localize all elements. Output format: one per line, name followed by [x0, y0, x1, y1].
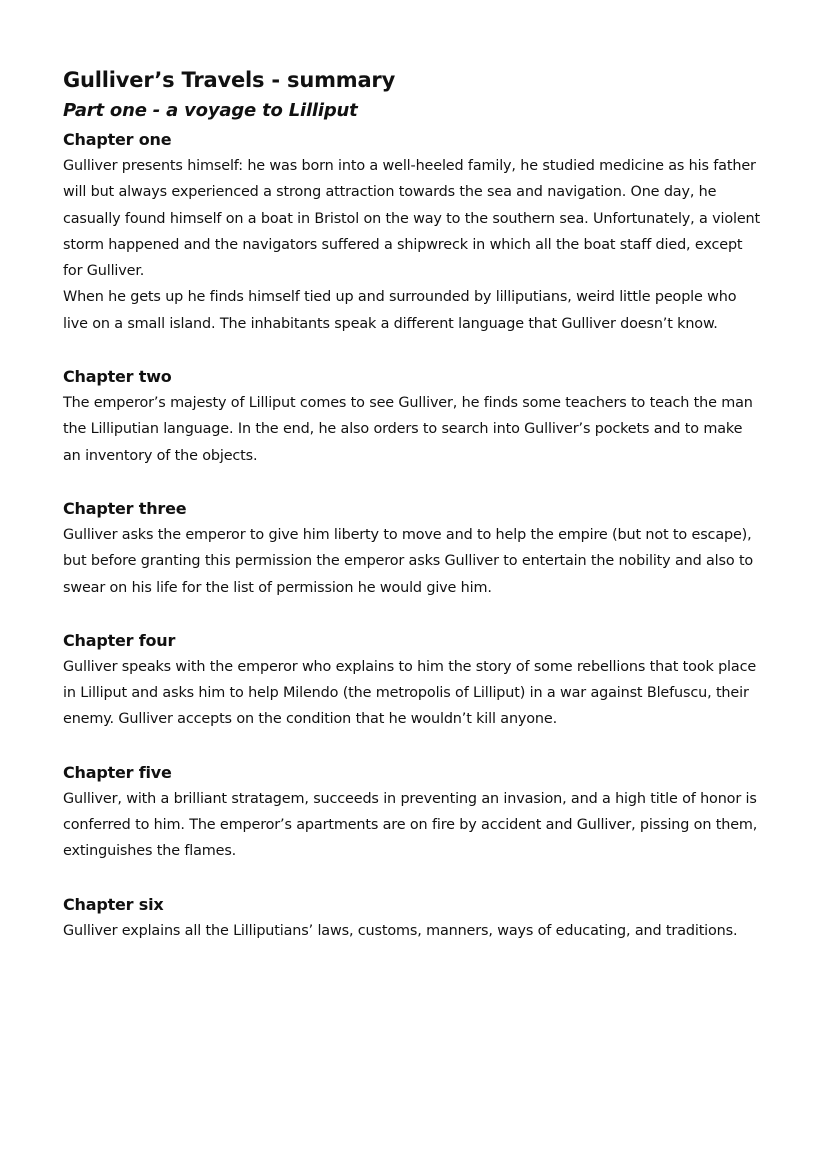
chapter-five-section [63, 761, 763, 865]
chapter-one-section [63, 128, 763, 337]
chapter-three-title: Chapter three [63, 498, 187, 518]
document-title: Gulliver’s Travels - summary [63, 68, 396, 92]
chapter-two-paragraph: The emperor’s majesty of Lilliput comes to see Gulliver, he finds some teachers to teach the man the Lilliputian language. In the end, he also orders to search into Gulliver’s pockets and to make an inventory of the objects. [63, 395, 753, 464]
chapter-five-paragraph: Gulliver, with a brilliant stratagem, succeeds in preventing an invasion, and a high title of honor is conferred to him. The emperor’s apartments are on fire by accident and Gulliver, pissing on them, extinguishes the flames. [63, 790, 758, 860]
chapter-three-paragraph: Gulliver asks the emperor to give him liberty to move and to help the empire (but not to escape), but before granting this permission the emperor asks Gulliver to entertain the nobility and also to swear on his life for the list of permission he would give him. [63, 526, 754, 596]
chapter-four-section [63, 629, 763, 733]
chapter-two-section [63, 365, 763, 469]
chapter-six-section [63, 893, 763, 944]
chapter-two-title: Chapter two [63, 367, 172, 387]
chapter-one-paragraph-2: When he gets up he finds himself tied up and surrounded by lilliputians, weird little people who live on a small island. The inhabitants speak a different language that Gulliver doesn’t know. [63, 289, 737, 332]
chapter-one-paragraph-1: Gulliver presents himself: he was born into a well-heeled family, he studied medicine as his father will but always experienced a strong attraction towards the sea and navigation. One day, he casually found himself on a boat in Bristol on the way to the southern sea. Unfortunately, a violent storm happened and the navigators suffered a shipwreck in which all the boat staff died, except for Gulliver. [63, 158, 760, 280]
chapter-four-paragraph: Gulliver speaks with the emperor who explains to him the story of some rebellions that took place in Lilliput and asks him to help Milendo (the metropolis of Lilliput) in a war against Blefuscu, their enemy. Gulliver accepts on the condition that he wouldn’t kill anyone. [63, 658, 757, 728]
chapter-five-title: Chapter five [63, 762, 172, 782]
chapter-four-title: Chapter four [63, 630, 176, 650]
chapter-one-title: Chapter one [63, 130, 172, 149]
part-title: Part one - a voyage to Lilliput [63, 100, 358, 121]
chapter-six-title: Chapter six [63, 894, 164, 914]
chapter-three-section [63, 497, 763, 601]
document-page [63, 66, 763, 972]
chapter-six-paragraph: Gulliver explains all the Lilliputians’ laws, customs, manners, ways of educating, and traditions. [63, 922, 738, 939]
